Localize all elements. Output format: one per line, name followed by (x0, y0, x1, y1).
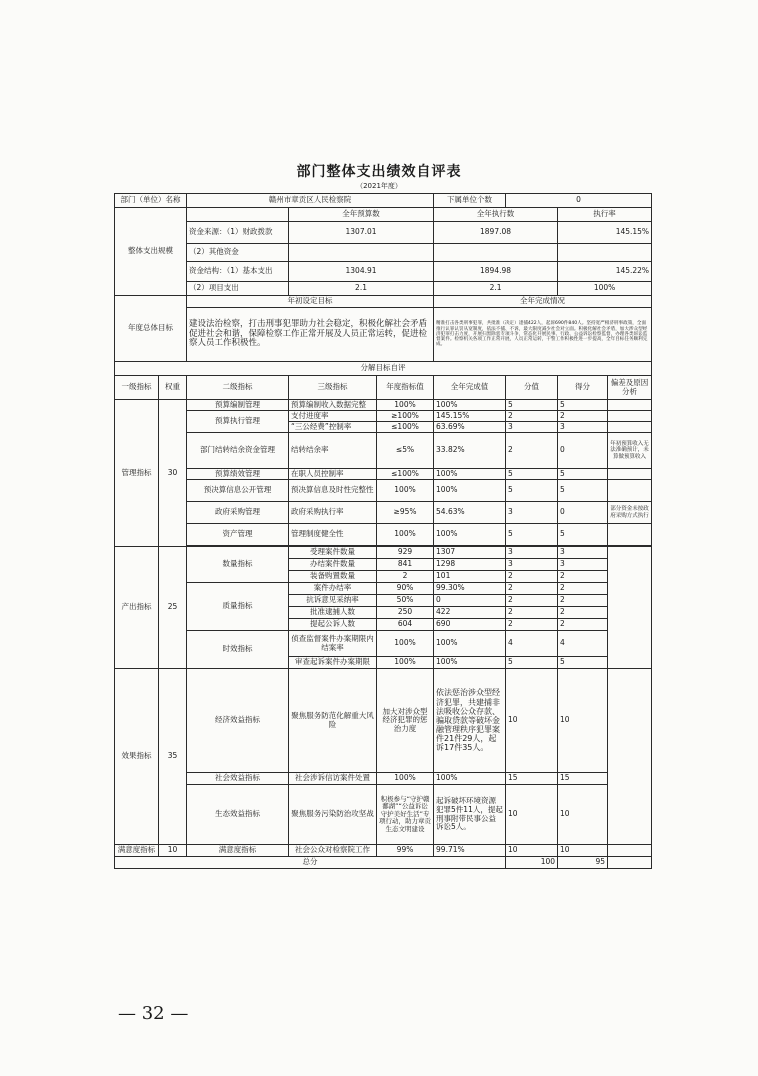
got-cell: 15 (558, 773, 608, 785)
goals-text-row (115, 308, 652, 362)
done-cell: 100% (434, 657, 506, 669)
table-row (115, 631, 652, 657)
score-cell: 2 (506, 583, 558, 595)
table-row (115, 411, 652, 422)
done-cell: 100% (434, 480, 506, 502)
target-cell: 250 (377, 607, 434, 619)
score-cell: 2 (506, 619, 558, 631)
target-cell: 2 (377, 571, 434, 583)
dept-name: 赣州市章贡区人民检察院 (187, 194, 434, 208)
fund-label: 资金结构：（1）基本支出 (187, 262, 289, 282)
score-cell: 10 (506, 669, 558, 773)
fund-rate: 145.22% (558, 262, 652, 282)
target-cell: 99% (377, 845, 434, 857)
target-cell: 100% (377, 480, 434, 502)
l3-cell: 支付进度率 (289, 411, 377, 422)
column-header: 偏差及原因分析 (608, 376, 652, 400)
score-cell: 10 (506, 785, 558, 845)
score-cell: 15 (506, 773, 558, 785)
score-cell: 2 (506, 607, 558, 619)
done-cell: 101 (434, 571, 506, 583)
target-cell: 100% (377, 524, 434, 546)
goals-header-row (115, 296, 652, 308)
weight-output: 25 (159, 547, 187, 669)
l1-effect: 效果指标 (115, 669, 159, 845)
target-cell: ≤100% (377, 422, 434, 433)
column-header: 分值 (506, 376, 558, 400)
table-row (115, 502, 652, 524)
note-cell (608, 400, 652, 411)
weight-effect: 35 (159, 669, 187, 845)
fund-label: （2）项目支出 (187, 282, 289, 296)
total-score: 100 (506, 857, 558, 869)
goals-label: 年度总体目标 (115, 296, 187, 362)
got-cell: 3 (558, 422, 608, 433)
goals-set-header: 年初设定目标 (187, 296, 434, 308)
fund-rate (558, 244, 652, 262)
scale-blank (187, 208, 289, 222)
score-cell: 2 (506, 411, 558, 422)
got-cell: 3 (558, 559, 608, 571)
l3-cell: 政府采购执行率 (289, 502, 377, 524)
l2-cell: 经济效益指标 (187, 669, 289, 773)
done-cell: 54.63% (434, 502, 506, 524)
target-cell: ≥100% (377, 411, 434, 422)
got-cell: 4 (558, 631, 608, 657)
l3-cell: 审查起诉案件办案期限 (289, 657, 377, 669)
target-cell: 积极参与“守护赣鄱湖”“公益诉讼守护美好生活”专项行动，助力章贡生态文明建设 (377, 785, 434, 845)
l3-cell: 抗诉意见采纳率 (289, 595, 377, 607)
annual-budget-header: 全年预算数 (289, 208, 434, 222)
fund-row (115, 282, 652, 296)
l3-cell: 预决算信息及时性完整性 (289, 480, 377, 502)
got-cell: 0 (558, 433, 608, 469)
l3-cell: 提起公诉人数 (289, 619, 377, 631)
score-cell: 2 (506, 571, 558, 583)
fund-rate: 100% (558, 282, 652, 296)
got-cell: 2 (558, 619, 608, 631)
got-cell: 2 (558, 583, 608, 595)
score-cell: 3 (506, 422, 558, 433)
goals-done-header: 全年完成情况 (434, 296, 652, 308)
column-header: 三级指标 (289, 376, 377, 400)
fund-budget: 1304.91 (289, 262, 434, 282)
scale-header-row (115, 208, 652, 222)
table-row (115, 773, 652, 785)
note-cell (608, 547, 652, 669)
l2-cell: 部门结转结余资金管理 (187, 433, 289, 469)
done-cell: 1307 (434, 547, 506, 559)
l3-cell: 结转结余率 (289, 433, 377, 469)
got-cell: 0 (558, 502, 608, 524)
score-cell: 5 (506, 524, 558, 546)
indicator-header-row (115, 362, 652, 376)
score-cell: 3 (506, 559, 558, 571)
fund-budget (289, 244, 434, 262)
score-cell: 5 (506, 469, 558, 480)
fund-label: 资金来源：（1）财政拨款 (187, 222, 289, 244)
total-label: 总分 (115, 857, 506, 869)
target-cell: 加大对涉众型经济犯罪的惩治力度 (377, 669, 434, 773)
got-cell: 10 (558, 845, 608, 857)
sub-units-value: 0 (506, 194, 652, 208)
table-row (115, 469, 652, 480)
done-cell: 100% (434, 469, 506, 480)
l2-cell: 预算编制管理 (187, 400, 289, 411)
year-note: （2021年度） (356, 182, 402, 190)
done-cell: 99.71% (434, 845, 506, 857)
table-row (115, 583, 652, 595)
done-cell: 1298 (434, 559, 506, 571)
done-cell: 0 (434, 595, 506, 607)
table-row (115, 547, 652, 559)
l3-cell: 受理案件数量 (289, 547, 377, 559)
score-cell: 2 (506, 595, 558, 607)
got-cell: 5 (558, 657, 608, 669)
page-number: — 32 — (118, 1003, 189, 1024)
done-cell: 33.82% (434, 433, 506, 469)
dept-row (115, 194, 652, 208)
column-header: 年度指标值 (377, 376, 434, 400)
note-cell (608, 480, 652, 502)
table-row (115, 400, 652, 411)
target-cell: 100% (377, 400, 434, 411)
column-header: 得分 (558, 376, 608, 400)
done-cell: 63.69% (434, 422, 506, 433)
column-header: 全年完成值 (434, 376, 506, 400)
table-row (115, 524, 652, 546)
score-cell: 5 (506, 400, 558, 411)
column-header: 权重 (159, 376, 187, 400)
l2-cell: 数量指标 (187, 547, 289, 583)
annual-exec-header: 全年执行数 (434, 208, 558, 222)
score-cell: 5 (506, 480, 558, 502)
l3-cell: 聚焦服务防范化解重大风险 (289, 669, 377, 773)
total-note (608, 857, 652, 869)
got-cell: 2 (558, 571, 608, 583)
fund-budget: 1307.01 (289, 222, 434, 244)
l2-cell: 预算绩效管理 (187, 469, 289, 480)
note-cell (608, 845, 652, 857)
target-cell: 604 (377, 619, 434, 631)
note-cell (608, 469, 652, 480)
goals-done-text: 精准打击各类刑事犯罪，共批准（决定）逮捕422人，起诉690件840人。坚持宽严相济刑事政策，全面推行认罪认罚从宽制度，依法不捕、不诉，最大限度减少社会对立面。积极化解社会矛盾，加大涉众型经济犯罪打击力度，开展扫黑除恶专项斗争，常态化开展民事、行政、公益诉讼检察监督，办理各类诉讼监督案件。检察机关各项工作正常开展，人员正常运转，干警工作积极性进一步提高，全年目标任务顺利完成。 (434, 308, 652, 362)
l3-cell: 侦查监督案件办案期限内结案率 (289, 631, 377, 657)
got-cell: 10 (558, 669, 608, 773)
done-cell: 100% (434, 773, 506, 785)
l2-cell: 资产管理 (187, 524, 289, 546)
scale-label: 整体支出规模 (115, 208, 187, 296)
done-cell: 145.15% (434, 411, 506, 422)
fund-exec (434, 244, 558, 262)
indicator-header: 分解目标自评 (115, 362, 652, 376)
score-cell: 3 (506, 547, 558, 559)
l3-cell: “三公经费”控制率 (289, 422, 377, 433)
l3-cell: 社会涉诉信访案件处置 (289, 773, 377, 785)
table-row (115, 433, 652, 469)
table-row (115, 845, 652, 857)
page-title: 部门整体支出绩效自评表 (296, 164, 462, 180)
note-cell: 部分资金未按政府采购方式执行 (608, 502, 652, 524)
got-cell: 5 (558, 469, 608, 480)
fund-exec: 1897.08 (434, 222, 558, 244)
l2-cell: 预算执行管理 (187, 411, 289, 433)
got-cell: 2 (558, 411, 608, 422)
performance-table (114, 193, 652, 869)
target-cell: 841 (377, 559, 434, 571)
target-cell: ≥95% (377, 502, 434, 524)
target-cell: 90% (377, 583, 434, 595)
table-row (115, 669, 652, 773)
l2-cell: 生态效益指标 (187, 785, 289, 845)
target-cell: 100% (377, 657, 434, 669)
fund-rate: 145.15% (558, 222, 652, 244)
table-row (115, 785, 652, 845)
score-cell: 4 (506, 631, 558, 657)
done-cell: 690 (434, 619, 506, 631)
l1-management: 管理指标 (115, 400, 159, 547)
l2-cell: 预决算信息公开管理 (187, 480, 289, 502)
got-cell: 2 (558, 595, 608, 607)
got-cell: 2 (558, 607, 608, 619)
l3-cell: 聚焦服务污染防治攻坚战 (289, 785, 377, 845)
l3-cell: 预算编制收入数据完整 (289, 400, 377, 411)
note-cell (608, 669, 652, 845)
l3-cell: 案件办结率 (289, 583, 377, 595)
target-cell: 929 (377, 547, 434, 559)
target-cell: ≤100% (377, 469, 434, 480)
score-cell: 10 (506, 845, 558, 857)
score-cell: 2 (506, 433, 558, 469)
score-cell: 3 (506, 502, 558, 524)
weight-satisfaction: 10 (159, 845, 187, 857)
got-cell: 5 (558, 480, 608, 502)
fund-budget: 2.1 (289, 282, 434, 296)
l3-cell: 装备购置数量 (289, 571, 377, 583)
l2-cell: 满意度指标 (187, 845, 289, 857)
target-cell: 100% (377, 631, 434, 657)
score-cell: 5 (506, 657, 558, 669)
l2-cell: 政府采购管理 (187, 502, 289, 524)
fund-row (115, 262, 652, 282)
table-row (115, 480, 652, 502)
l3-cell: 批准逮捕人数 (289, 607, 377, 619)
note-cell: 年初预算收入无法准确预计，未算做预算收入 (608, 433, 652, 469)
fund-label: （2）其他资金 (187, 244, 289, 262)
l3-cell: 社会公众对检察院工作 (289, 845, 377, 857)
weight-management: 30 (159, 400, 187, 547)
l3-cell: 办结案件数量 (289, 559, 377, 571)
done-cell: 422 (434, 607, 506, 619)
done-cell: 99.30% (434, 583, 506, 595)
column-header-row (115, 376, 652, 400)
note-cell (608, 422, 652, 433)
done-cell: 起诉破坏环境资源犯罪5件11人，提起刑事附带民事公益诉讼5人。 (434, 785, 506, 845)
l2-cell: 质量指标 (187, 583, 289, 631)
fund-exec: 2.1 (434, 282, 558, 296)
target-cell: 100% (377, 773, 434, 785)
got-cell: 3 (558, 547, 608, 559)
target-cell: 50% (377, 595, 434, 607)
fund-exec: 1894.98 (434, 262, 558, 282)
l3-cell: 管理制度健全性 (289, 524, 377, 546)
note-cell (608, 524, 652, 546)
done-cell: 100% (434, 400, 506, 411)
fund-row (115, 222, 652, 244)
l1-satisfaction: 满意度指标 (115, 845, 159, 857)
done-cell: 100% (434, 631, 506, 657)
total-got: 95 (558, 857, 608, 869)
target-cell: ≤5% (377, 433, 434, 469)
done-cell: 依法惩治涉众型经济犯罪，共建捕非法吸收公众存款、骗取贷款等破坏金融管理秩序犯罪案件21件29人，起诉17件35人。 (434, 669, 506, 773)
exec-rate-header: 执行率 (558, 208, 652, 222)
goals-set-text: 建设法治检察，打击刑事犯罪助力社会稳定，积极化解社会矛盾促进社会和谐，保障检察工作正常开展及人员正常运转，促进检察人员工作积极性。 (187, 308, 434, 362)
got-cell: 10 (558, 785, 608, 845)
total-row (115, 857, 652, 869)
column-header: 一级指标 (115, 376, 159, 400)
sub-units-label: 下属单位个数 (434, 194, 506, 208)
done-cell: 100% (434, 524, 506, 546)
column-header: 二级指标 (187, 376, 289, 400)
l2-cell: 时效指标 (187, 631, 289, 669)
dept-label: 部门（单位）名称 (115, 194, 187, 208)
note-cell (608, 411, 652, 422)
got-cell: 5 (558, 524, 608, 546)
l3-cell: 在职人员控制率 (289, 469, 377, 480)
l1-output: 产出指标 (115, 547, 159, 669)
got-cell: 5 (558, 400, 608, 411)
fund-row (115, 244, 652, 262)
l2-cell: 社会效益指标 (187, 773, 289, 785)
